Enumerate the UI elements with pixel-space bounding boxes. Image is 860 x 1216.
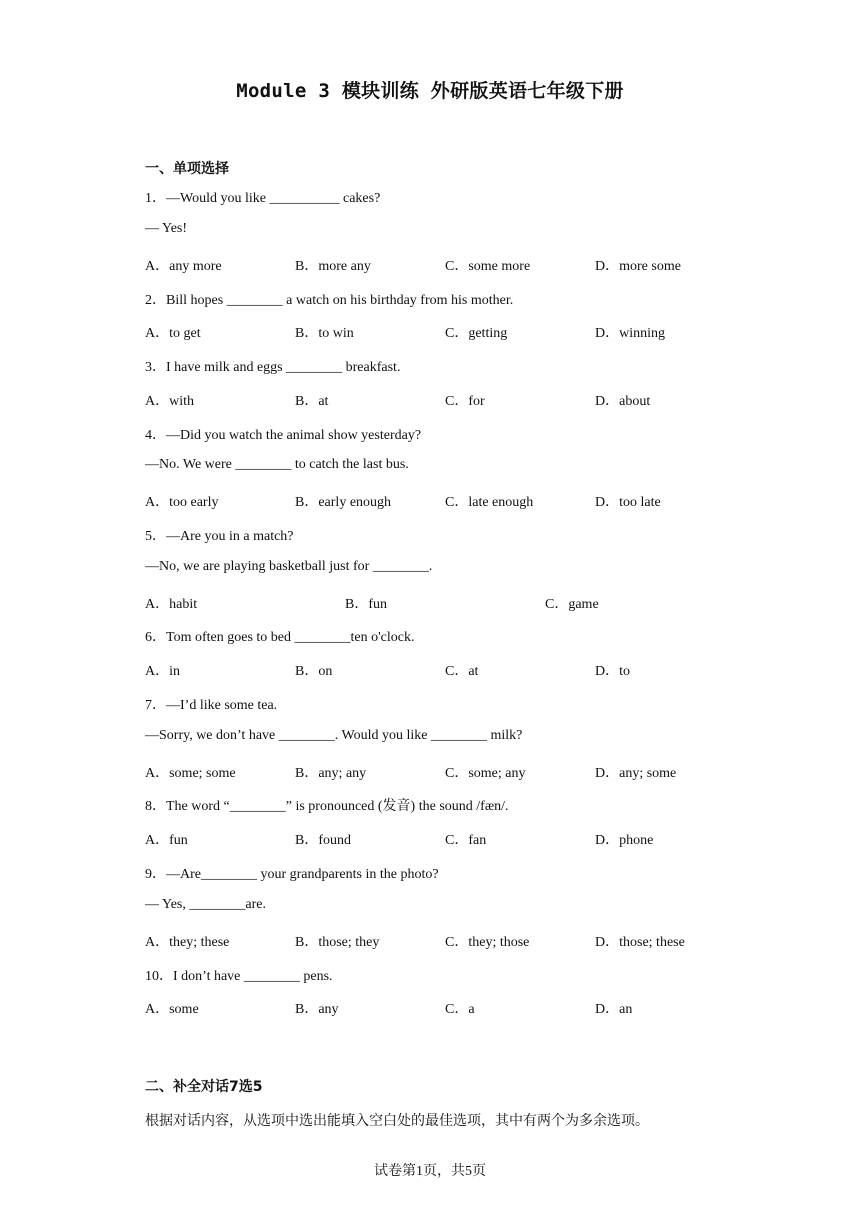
option-a[interactable]: A．some; some bbox=[145, 766, 236, 781]
option-a[interactable]: A．with bbox=[145, 394, 194, 409]
option-a[interactable]: A．in bbox=[145, 664, 180, 679]
option-c[interactable]: C．they; those bbox=[445, 935, 530, 950]
question-10-options bbox=[145, 998, 745, 1018]
question-3-options bbox=[145, 390, 745, 410]
option-b[interactable]: B．to win bbox=[295, 326, 354, 341]
option-d[interactable]: D．about bbox=[595, 394, 651, 409]
page-title: Module 3 模块训练 外研版英语七年级下册 bbox=[236, 80, 624, 102]
question-6-stem: 6．Tom often goes to bed ________ten o'clock. bbox=[145, 630, 415, 645]
question-8-stem: 8．The word “________” is pronounced (发音) the sound /fæn/. bbox=[145, 799, 509, 814]
option-c[interactable]: C．at bbox=[445, 664, 479, 679]
question-5-options bbox=[145, 593, 745, 613]
option-b[interactable]: B．early enough bbox=[295, 495, 392, 510]
question-1-stem: 1．—Would you like __________ cakes? bbox=[145, 191, 381, 206]
section-heading-single-choice: 一、单项选择 bbox=[145, 161, 229, 177]
option-c[interactable]: C．fan bbox=[445, 833, 487, 848]
option-d[interactable]: D．those; these bbox=[595, 935, 685, 950]
question-9-stem: 9．—Are________ your grandparents in the photo? bbox=[145, 867, 439, 882]
option-b[interactable]: B．any; any bbox=[295, 766, 367, 781]
question-5-reply: —No, we are playing basketball just for ________. bbox=[145, 559, 433, 574]
option-d[interactable]: D．more some bbox=[595, 259, 681, 274]
question-9-reply: — Yes, ________are. bbox=[145, 897, 266, 912]
option-d[interactable]: D．winning bbox=[595, 326, 665, 341]
question-4-options bbox=[145, 491, 745, 511]
question-8-options bbox=[145, 829, 745, 849]
option-b[interactable]: B．more any bbox=[295, 259, 371, 274]
option-b[interactable]: B．on bbox=[295, 664, 333, 679]
option-b[interactable]: B．found bbox=[295, 833, 351, 848]
option-d[interactable]: D．any; some bbox=[595, 766, 677, 781]
option-a[interactable]: A．fun bbox=[145, 833, 188, 848]
option-b[interactable]: B．fun bbox=[345, 597, 387, 612]
question-10-stem: 10．I don’t have ________ pens. bbox=[145, 969, 333, 984]
option-c[interactable]: C．late enough bbox=[445, 495, 534, 510]
option-a[interactable]: A．habit bbox=[145, 597, 198, 612]
option-a[interactable]: A．any more bbox=[145, 259, 222, 274]
option-d[interactable]: D．an bbox=[595, 1002, 633, 1017]
question-1-reply: — Yes! bbox=[145, 221, 188, 236]
option-a[interactable]: A．too early bbox=[145, 495, 219, 510]
question-4-stem: 4．—Did you watch the animal show yesterday? bbox=[145, 428, 422, 443]
section-heading-dialogue: 二、补全对话7选5 bbox=[145, 1079, 263, 1095]
question-2-options bbox=[145, 322, 745, 342]
option-a[interactable]: A．they; these bbox=[145, 935, 230, 950]
option-c[interactable]: C．some more bbox=[445, 259, 531, 274]
option-b[interactable]: B．at bbox=[295, 394, 329, 409]
option-a[interactable]: A．some bbox=[145, 1002, 199, 1017]
question-9-options bbox=[145, 931, 745, 951]
question-2-stem: 2．Bill hopes ________ a watch on his birthday from his mother. bbox=[145, 293, 514, 308]
option-c[interactable]: C．for bbox=[445, 394, 485, 409]
question-7-reply: —Sorry, we don’t have ________. Would you like ________ milk? bbox=[145, 728, 523, 743]
option-a[interactable]: A．to get bbox=[145, 326, 201, 341]
option-d[interactable]: D．too late bbox=[595, 495, 661, 510]
page-footer: 试卷第1页，共5页 bbox=[374, 1164, 486, 1179]
section-instruction: 根据对话内容，从选项中选出能填入空白处的最佳选项，其中有两个为多余选项。 bbox=[145, 1113, 649, 1129]
question-6-options bbox=[145, 660, 745, 680]
option-b[interactable]: B．those; they bbox=[295, 935, 380, 950]
question-4-reply: —No. We were ________ to catch the last bus. bbox=[145, 457, 409, 472]
option-b[interactable]: B．any bbox=[295, 1002, 339, 1017]
question-7-stem: 7．—I’d like some tea. bbox=[145, 698, 278, 713]
option-c[interactable]: C．some; any bbox=[445, 766, 526, 781]
option-c[interactable]: C．getting bbox=[445, 326, 508, 341]
option-d[interactable]: D．phone bbox=[595, 833, 654, 848]
question-7-options bbox=[145, 762, 745, 782]
question-1-options bbox=[145, 255, 745, 275]
option-d[interactable]: D．to bbox=[595, 664, 630, 679]
option-c[interactable]: C．a bbox=[445, 1002, 475, 1017]
question-3-stem: 3．I have milk and eggs ________ breakfast. bbox=[145, 360, 401, 375]
question-5-stem: 5．—Are you in a match? bbox=[145, 529, 294, 544]
option-c[interactable]: C．game bbox=[545, 597, 599, 612]
